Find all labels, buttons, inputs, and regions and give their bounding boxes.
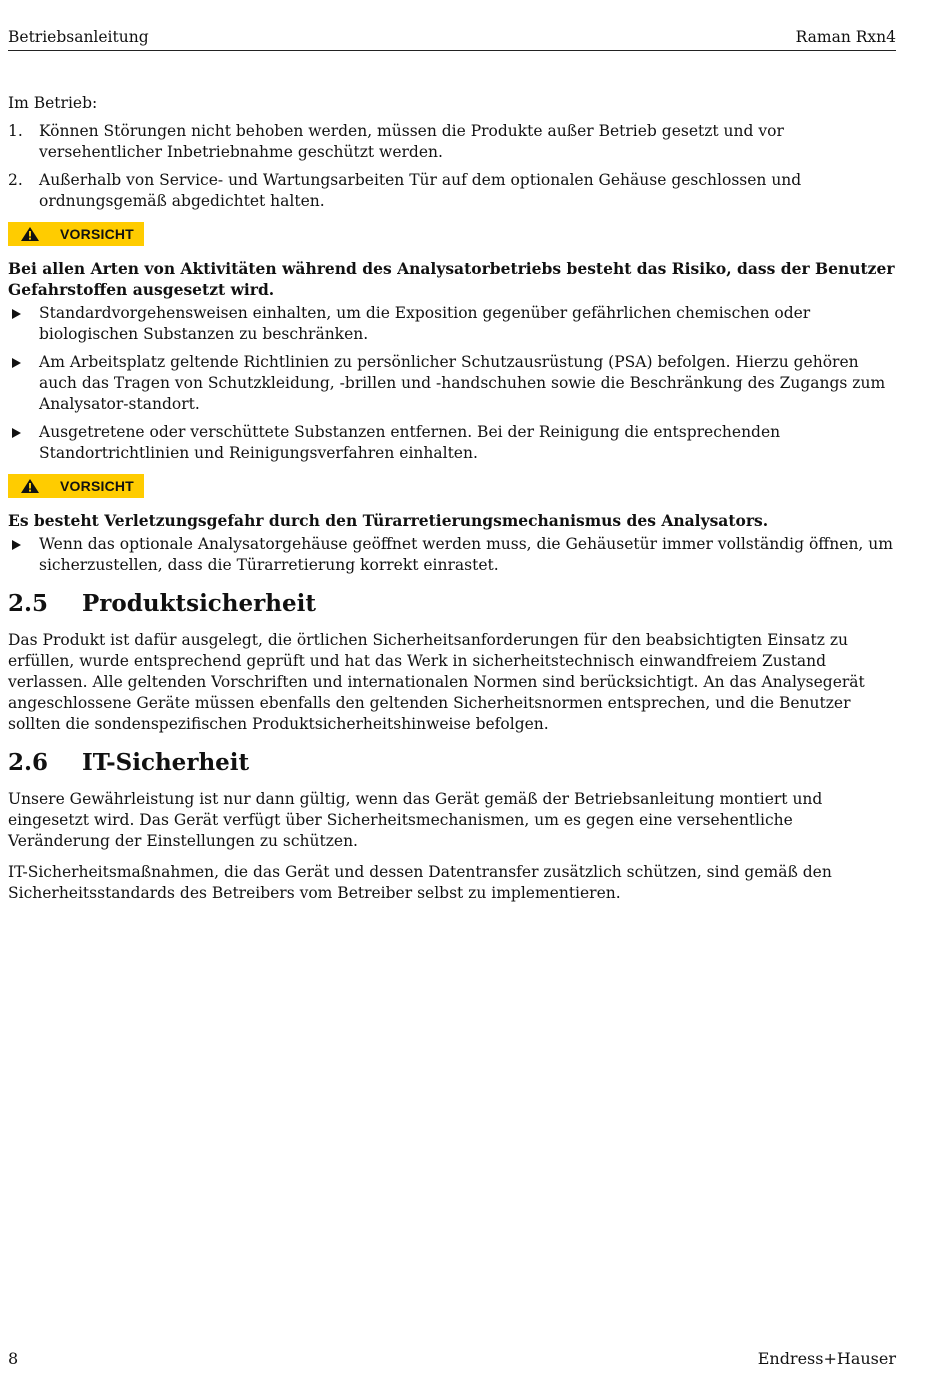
item-number: 1. xyxy=(8,122,23,140)
warning-triangle-icon xyxy=(20,478,40,500)
bullet-item xyxy=(8,534,896,576)
triangle-bullet-icon xyxy=(12,358,21,368)
paragraph: Unsere Gewährleistung ist nur dann gültig, wenn das Gerät gemäß der Betriebsanleitung montiert und eingesetzt wird. Das Gerät verfügt über Sicherheitsmechanismen, um es gegen eine versehentliche Veränderung der Einstellungen zu schützen. xyxy=(8,790,823,850)
caution-label: VORSICHT xyxy=(60,226,134,242)
paragraph: IT-Sicherheitsmaßnahmen, die das Gerät und dessen Datentransfer zusätzlich schützen, sind gemäß den Sicherheitsstandards des Betreibers vom Betreiber selbst zu implementieren. xyxy=(8,863,832,902)
header-doc-type: Betriebsanleitung xyxy=(8,28,149,46)
section-title: Produktsicherheit xyxy=(82,590,316,617)
numbered-item xyxy=(8,121,896,163)
page-number: 8 xyxy=(8,1349,19,1368)
warning-triangle-icon xyxy=(20,226,40,248)
item-text: Können Störungen nicht behoben werden, müssen die Produkte außer Betrieb gesetzt und vor versehentlicher Inbetriebnahme geschützt werden. xyxy=(39,122,784,161)
triangle-bullet-icon xyxy=(12,428,21,438)
bullet-text: Am Arbeitsplatz geltende Richtlinien zu persönlicher Schutzausrüstung (PSA) befolgen. Hierzu gehören auch das Tragen von Schutzkleidung, -brillen und -handschuhen sowie die Beschränkung des Zugangs zum Analysator-standort. xyxy=(39,353,886,413)
item-text: Außerhalb von Service- und Wartungsarbeiten Tür auf dem optionalen Gehäuse geschlossen und ordnungsgemäß abgedichtet halten. xyxy=(39,171,802,210)
caution-title: Es besteht Verletzungsgefahr durch den Türarretierungsmechanismus des Analysators. xyxy=(8,511,769,530)
item-number: 2. xyxy=(8,171,23,189)
section-number: 2.6 xyxy=(8,749,49,776)
section-number: 2.5 xyxy=(8,590,49,617)
numbered-item xyxy=(8,170,896,212)
caution-bullet-list xyxy=(8,303,896,464)
page-header xyxy=(8,28,896,51)
bullet-text: Standardvorgehensweisen einhalten, um die Exposition gegenüber gefährlichen chemischen oder biologischen Substanzen zu beschränken. xyxy=(39,304,811,343)
header-product: Raman Rxn4 xyxy=(795,28,896,46)
page-footer xyxy=(8,1349,896,1371)
caution-bullet-list xyxy=(8,534,896,576)
brand-name: Endress+Hauser xyxy=(757,1349,896,1368)
caution-title: Bei allen Arten von Aktivitäten während des Analysatorbetriebs besteht das Risiko, dass der Benutzer Gefahrstoffen ausgesetzt wird. xyxy=(8,259,895,299)
bullet-text: Ausgetretene oder verschüttete Substanzen entfernen. Bei der Reinigung die entsprechenden Standortrichtlinien und Reinigungsverfahren einhalten. xyxy=(39,423,781,462)
page-content xyxy=(8,93,896,914)
section-heading-it-security xyxy=(8,749,896,777)
bullet-item xyxy=(8,303,896,345)
bullet-item xyxy=(8,422,896,464)
caution-banner xyxy=(8,474,144,498)
numbered-list xyxy=(8,121,896,212)
section-heading-product-safety xyxy=(8,590,896,618)
triangle-bullet-icon xyxy=(12,540,21,550)
bullet-item xyxy=(8,352,896,415)
caution-banner xyxy=(8,222,144,246)
caution-label: VORSICHT xyxy=(60,478,134,494)
intro-text: Im Betrieb: xyxy=(8,94,98,112)
bullet-text: Wenn das optionale Analysatorgehäuse geöffnet werden muss, die Gehäusetür immer vollständig öffnen, um sicherzustellen, dass die Türarretierung korrekt einrastet. xyxy=(39,535,893,574)
paragraph: Das Produkt ist dafür ausgelegt, die örtlichen Sicherheitsanforderungen für den beabsichtigten Einsatz zu erfüllen, wurde entsprechend geprüft und hat das Werk in sicherheitstechnisch einwandfreiem Zustand verlassen. Alle geltenden Vorschriften und internationalen Normen sind berücksichtigt. An das Analysegerät angeschlossene Geräte müssen ebenfalls den geltenden Sicherheitsnormen entsprechen, und die Benutzer sollten die sondenspezifischen Produktsicherheitshinweise befolgen. xyxy=(8,631,865,733)
section-title: IT-Sicherheit xyxy=(82,749,250,776)
triangle-bullet-icon xyxy=(12,309,21,319)
